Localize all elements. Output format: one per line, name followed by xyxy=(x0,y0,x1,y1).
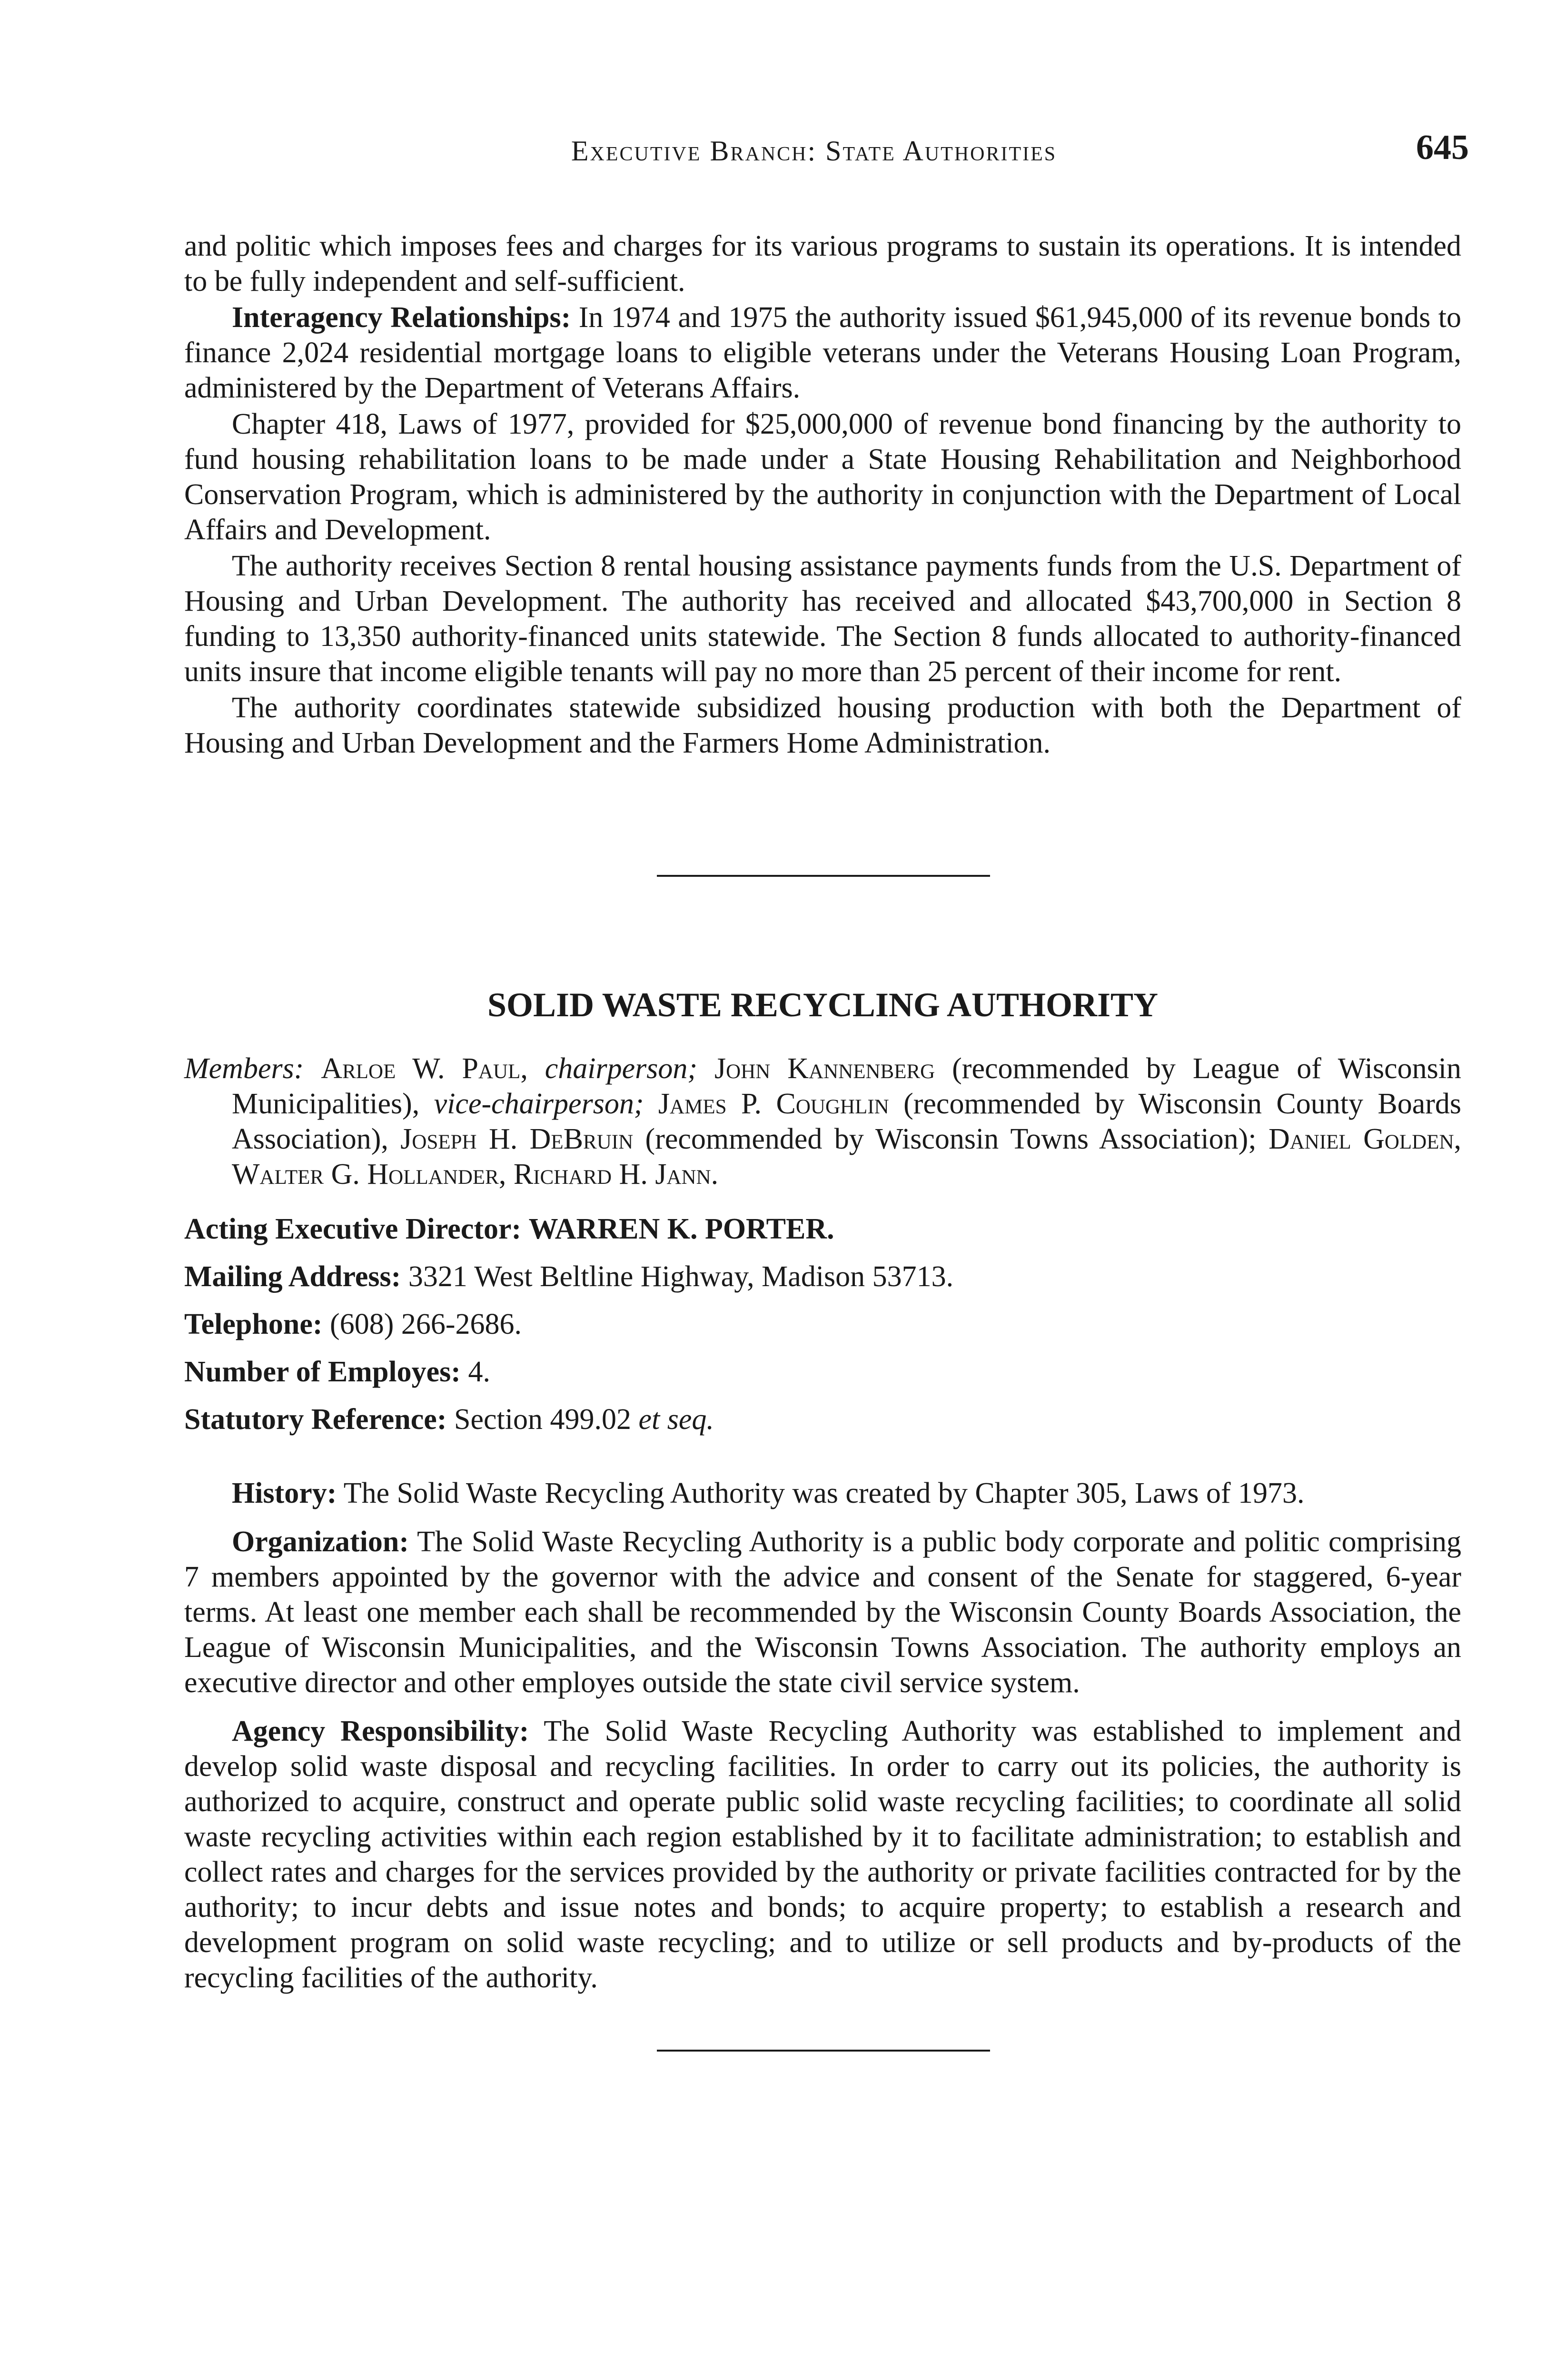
running-header: Executive Branch: State Authorities xyxy=(571,135,1057,167)
member-names: Daniel Golden, Walter G. Hollander, Richard H. Jann. xyxy=(232,1123,1462,1190)
organization-paragraph xyxy=(184,1524,1461,1700)
chapter-418-paragraph: Chapter 418, Laws of 1977, provided for $25,000,000 of revenue bond financing by the authority to fund housing rehabilitation loans to be made under a State Housing Rehabilitation and Neighborhood Conservation Program, which is administered by the authority in conjunction with the Department of Local Affairs and Development. xyxy=(184,408,1461,546)
coordination-paragraph: The authority coordinates statewide subsidized housing production with both the Department of Housing and Urban Development and the Farmers Home Administration. xyxy=(184,692,1461,759)
continuation-paragraph: and politic which imposes fees and charges for its various programs to sustain its operations. It is intended to be fully independent and self-sufficient. xyxy=(184,230,1461,298)
telephone-line xyxy=(184,1307,1461,1342)
member-role: chairperson; xyxy=(545,1052,698,1085)
members-label: Members: xyxy=(184,1052,304,1085)
employees-line xyxy=(184,1354,1461,1389)
telephone-value: (608) 266-2686. xyxy=(330,1308,522,1340)
address-label: Mailing Address: xyxy=(184,1260,401,1293)
address-value: 3321 West Beltline Highway, Madison 53713. xyxy=(408,1260,954,1293)
member-note: (recommended by League of Wisconsin Municipalities), xyxy=(232,1052,1461,1120)
member-name: John Kannenberg xyxy=(714,1052,935,1085)
authority-description xyxy=(184,1476,1461,2009)
statutory-line xyxy=(184,1402,1461,1437)
responsibility-label: Agency Responsibility: xyxy=(232,1715,529,1747)
employees-label: Number of Employes: xyxy=(184,1356,461,1388)
statutory-value: Section 499.02 xyxy=(454,1403,631,1436)
director-label: Acting Executive Director: xyxy=(184,1213,522,1245)
organization-label: Organization: xyxy=(232,1526,409,1558)
statutory-suffix: et seq. xyxy=(638,1403,714,1436)
authority-info xyxy=(184,1211,1461,1449)
section-divider xyxy=(657,875,990,877)
authority-title: SOLID WASTE RECYCLING AUTHORITY xyxy=(487,986,1159,1024)
interagency-text: In 1974 and 1975 the authority issued $61,945,000 of its revenue bonds to finance 2,024 residential mortgage loans to eligible veterans under the Veterans Housing Loan Program, administered by the Department of Veterans Affairs. xyxy=(184,301,1461,404)
telephone-label: Telephone: xyxy=(184,1308,323,1340)
responsibility-text: The Solid Waste Recycling Authority was established to implement and develop solid waste disposal and recycling facilities. In order to carry out its policies, the authority is authorized to acquire, construct and operate public solid waste recycling facilities; to coordinate all solid waste recycling activities within each region established by it to facilitate administration; to establish and collect rates and charges for the services provided by the authority or private facilities contracted for by the authority; to incur debts and issue notes and bonds; to acquire property; to establish a research and development program on solid waste recycling; and to utilize or sell products and by-products of the recycling facilities of the authority. xyxy=(184,1715,1461,1994)
page-number: 645 xyxy=(1416,128,1469,167)
housing-authority-continuation xyxy=(184,228,1461,762)
member-note: (recommended by Wisconsin Towns Association); xyxy=(645,1123,1257,1155)
interagency-label: Interagency Relationships: xyxy=(232,301,571,334)
statutory-label: Statutory Reference: xyxy=(184,1403,447,1436)
member-name: James P. Coughlin xyxy=(658,1088,889,1120)
history-paragraph xyxy=(184,1476,1461,1511)
responsibility-paragraph xyxy=(184,1714,1461,1995)
section-8-paragraph: The authority receives Section 8 rental housing assistance payments funds from the U.S. Department of Housing and Urban Development. The authority has received and allocated $43,700,000 in Section 8 funding to 13,350 authority-financed units statewide. The Section 8 funds allocated to authority-financed units insure that income eligible tenants will pay no more than 25 percent of their income for rent. xyxy=(184,550,1461,688)
director-line xyxy=(184,1211,1461,1247)
address-line xyxy=(184,1259,1461,1294)
member-note: (recommended by Wisconsin County Boards Association), xyxy=(232,1088,1462,1155)
employees-value: 4. xyxy=(468,1356,490,1388)
history-label: History: xyxy=(232,1477,337,1509)
members-list xyxy=(184,1051,1461,1192)
member-name: Joseph H. DeBruin xyxy=(400,1123,634,1155)
director-value: WARREN K. PORTER. xyxy=(528,1213,834,1245)
history-text: The Solid Waste Recycling Authority was created by Chapter 305, Laws of 1973. xyxy=(337,1477,1305,1509)
section-divider xyxy=(657,2050,990,2052)
interagency-paragraph xyxy=(184,300,1461,406)
organization-text: The Solid Waste Recycling Authority is a public body corporate and politic comprising 7 members appointed by the governor with the advice and consent of the Senate for staggered, 6-year terms. At least one member each shall be recommended by the Wisconsin County Boards Association, the League of Wisconsin Municipalities, and the Wisconsin Towns Association. The authority employs an executive director and other employes outside the state civil service system. xyxy=(184,1526,1461,1699)
member-name: Arloe W. Paul, xyxy=(321,1052,528,1085)
member-role: vice-chairperson; xyxy=(434,1088,644,1120)
